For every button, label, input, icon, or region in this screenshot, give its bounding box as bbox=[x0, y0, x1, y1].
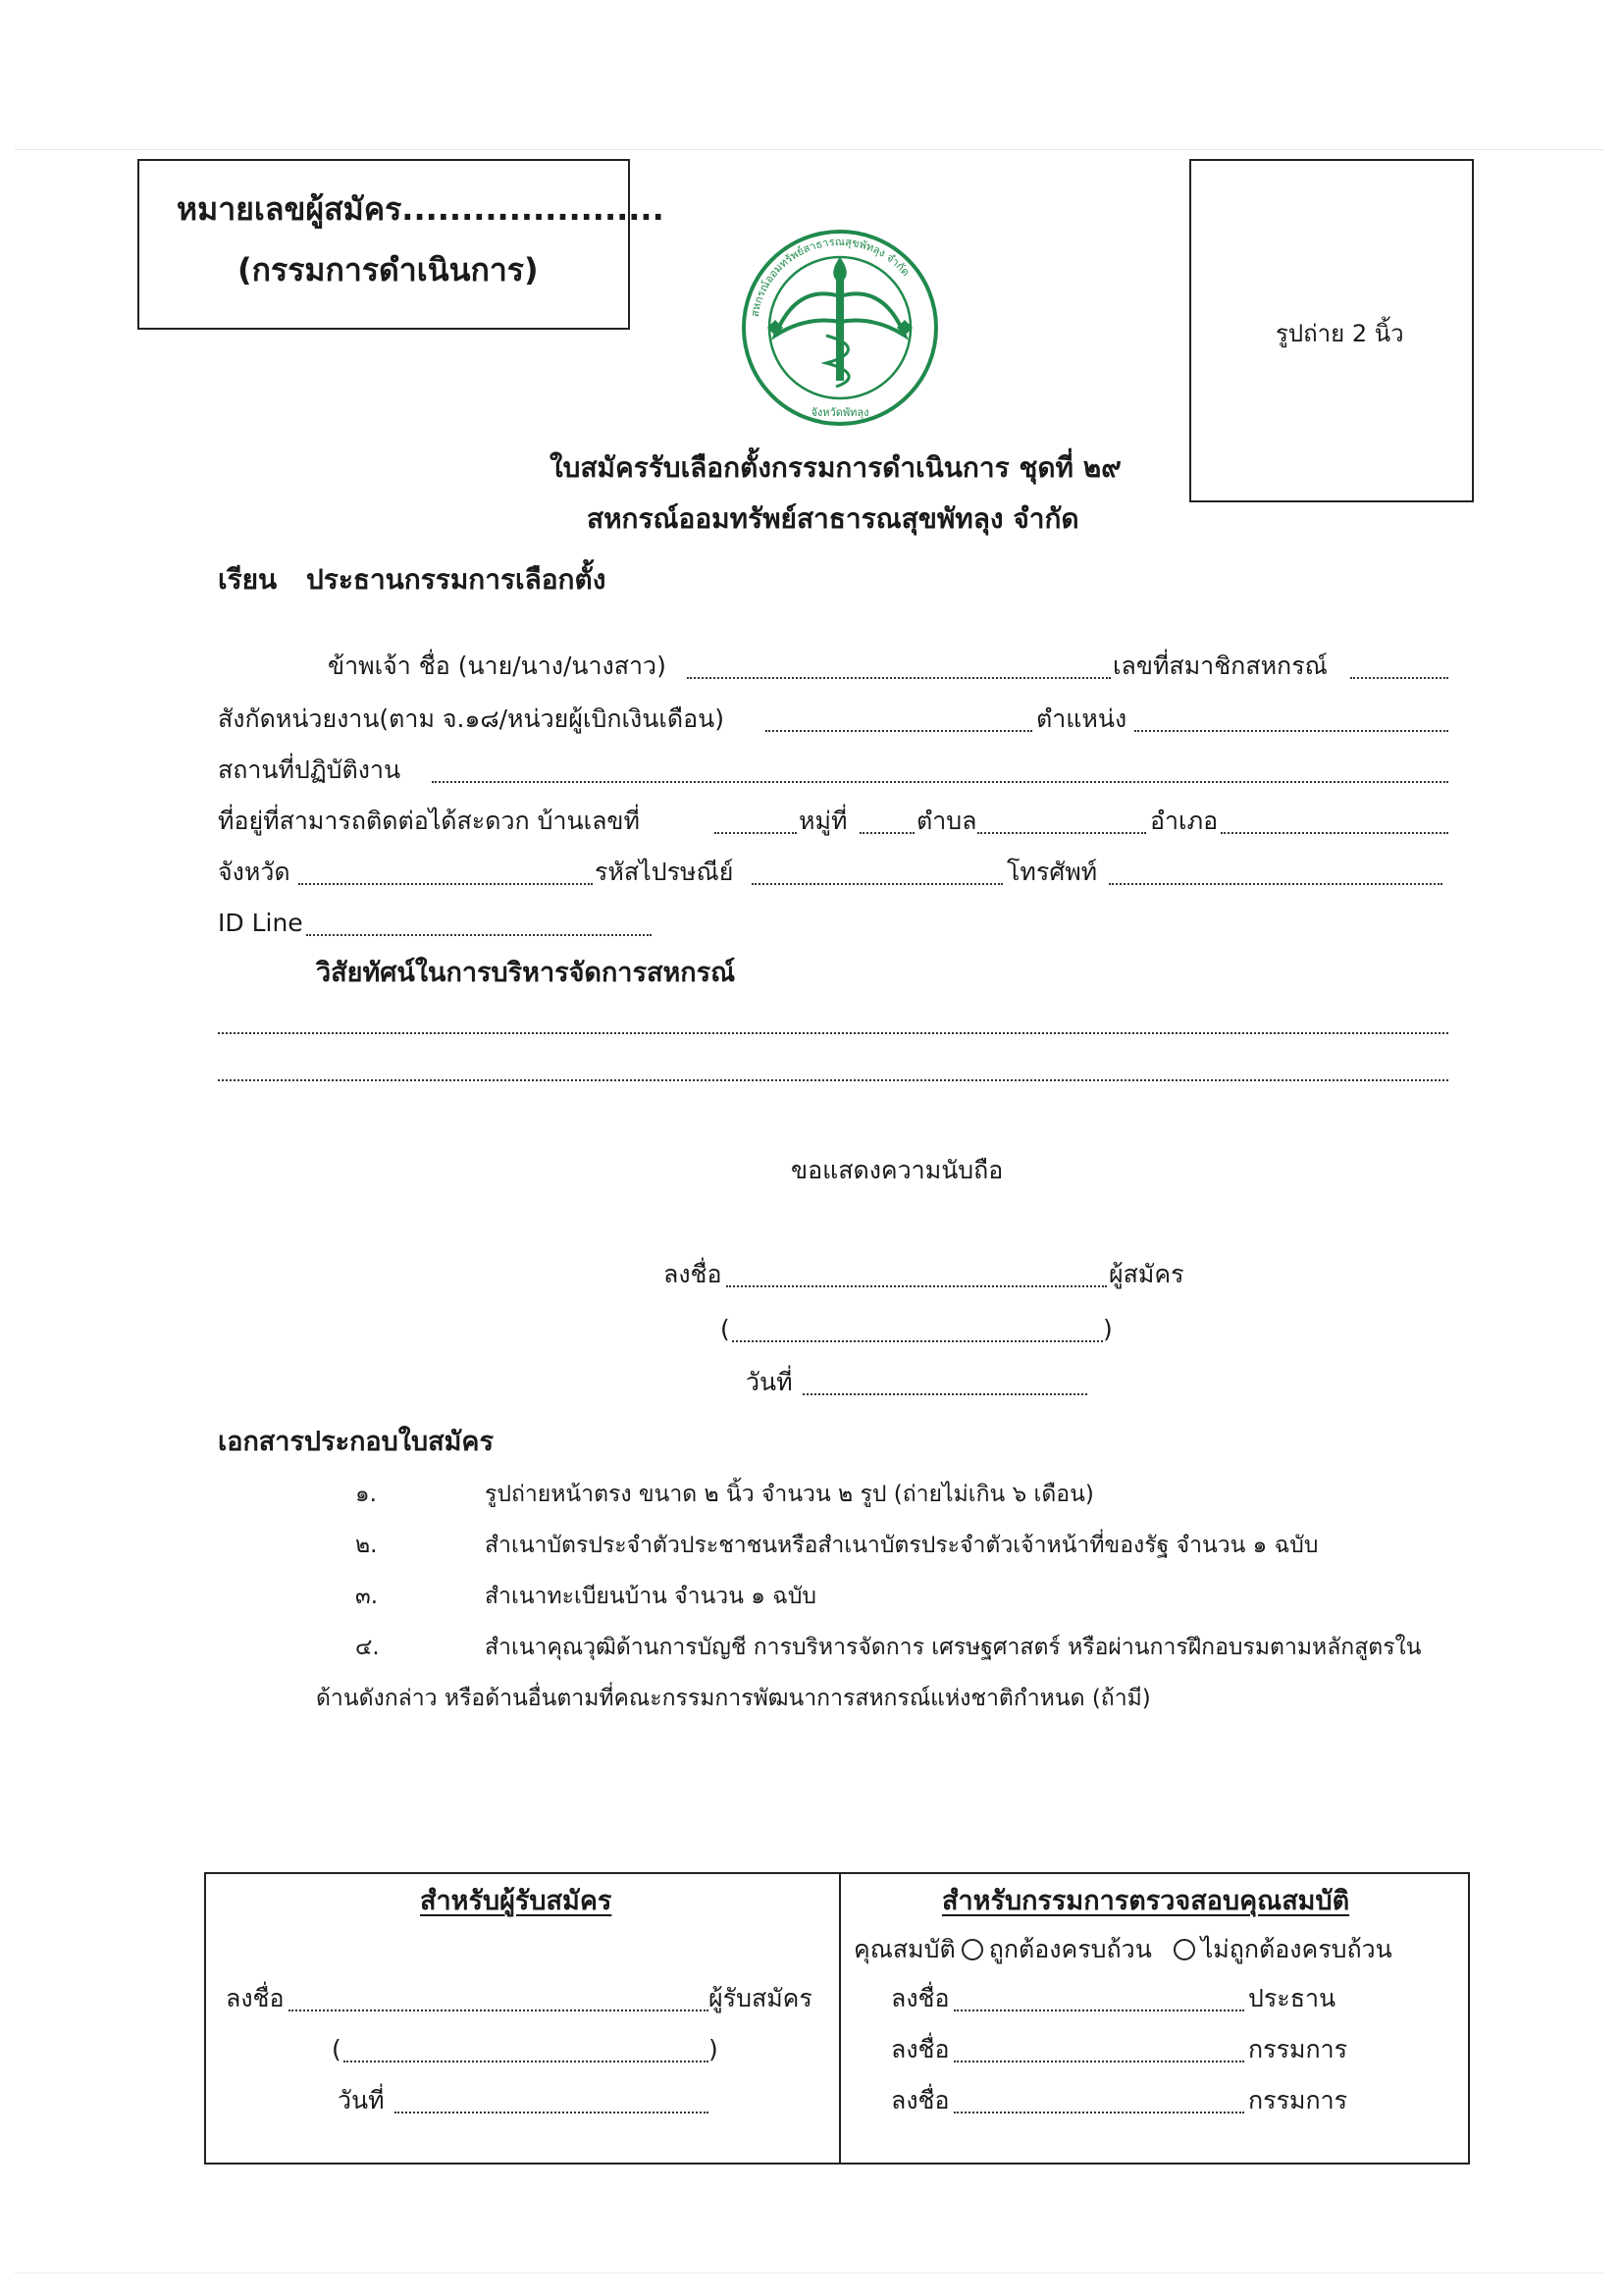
applicant-paren-close: ) bbox=[1103, 1315, 1113, 1343]
documents-heading: เอกสารประกอบใบสมัคร bbox=[218, 1427, 494, 1457]
vision-heading: วิสัยทัศน์ในการบริหารจัดการสหกรณ์ bbox=[316, 958, 736, 988]
logo-bottom-text: จังหวัดพัทลุง bbox=[811, 406, 869, 419]
member1-signature-field[interactable] bbox=[954, 2061, 1244, 2062]
receiver-sign-role: ผู้รับสมัคร bbox=[708, 1984, 812, 2012]
address-label: ที่อยู่ที่สามารถติดต่อได้สะดวก บ้านเลขที่ bbox=[218, 807, 641, 835]
form-title: ใบสมัครรับเลือกตั้งกรรมการดำเนินการ ชุดที่ ๒๙ bbox=[550, 451, 1122, 484]
line-id-label: ID Line bbox=[218, 909, 303, 937]
member2-role: กรรมการ bbox=[1248, 2086, 1348, 2114]
qualification-ok-label: ถูกต้องครบถ้วน bbox=[988, 1935, 1152, 1963]
qualification-ok-radio[interactable] bbox=[962, 1939, 983, 1960]
receiver-signature-field[interactable] bbox=[288, 2009, 708, 2011]
respect-text: ขอแสดงความนับถือ bbox=[791, 1156, 1004, 1184]
receiver-date-label: วันที่ bbox=[338, 2086, 385, 2114]
applicant-sign-role: ผู้สมัคร bbox=[1109, 1260, 1184, 1288]
receiver-heading: สำหรับผู้รับสมัคร bbox=[420, 1886, 612, 1916]
qualification-label: คุณสมบัติ bbox=[854, 1935, 956, 1963]
photo-label: รูปถ่าย 2 นิ้ว bbox=[1276, 320, 1404, 347]
document-4-text: สำเนาคุณวุฒิด้านการบัญชี การบริหารจัดการ เศรษฐศาสตร์ หรือผ่านการฝึกอบรมตามหลักสูตรใน bbox=[485, 1635, 1422, 1660]
member1-role: กรรมการ bbox=[1248, 2035, 1348, 2063]
amphoe-label: อำเภอ bbox=[1150, 807, 1219, 835]
scan-edge-line-bottom bbox=[15, 2272, 1604, 2273]
position-field[interactable] bbox=[1134, 730, 1448, 732]
logo-seal-icon bbox=[728, 228, 952, 428]
chair-signature-field[interactable] bbox=[954, 2009, 1244, 2011]
logo-arc-text: สหกรณ์ออมทรัพย์สาธารณสุขพัทลุง จำกัด bbox=[748, 235, 913, 318]
qualification-heading: สำหรับกรรมการตรวจสอบคุณสมบัติ bbox=[942, 1886, 1350, 1916]
tambon-field[interactable] bbox=[977, 832, 1146, 834]
moo-label: หมู่ที่ bbox=[799, 807, 848, 835]
table-divider bbox=[839, 1874, 841, 2165]
chair-role: ประธาน bbox=[1248, 1984, 1336, 2012]
document-1-text: รูปถ่ายหน้าตรง ขนาด ๒ นิ้ว จำนวน ๒ รูป (ถ่ายไม่เกิน ๖ เดือน) bbox=[485, 1482, 1094, 1507]
office-use-table bbox=[204, 1872, 1470, 2165]
name-field[interactable] bbox=[687, 677, 1111, 679]
applicant-paren-open: ( bbox=[720, 1315, 730, 1343]
unit-field[interactable] bbox=[765, 730, 1032, 732]
province-label: จังหวัด bbox=[218, 858, 290, 886]
vision-line-1[interactable] bbox=[218, 1032, 1448, 1034]
applicant-printed-name-field[interactable] bbox=[732, 1340, 1103, 1342]
member2-signature-field[interactable] bbox=[954, 2112, 1244, 2113]
phone-label: โทรศัพท์ bbox=[1007, 858, 1098, 886]
document-1-number: ๑. bbox=[355, 1482, 377, 1507]
name-label: ข้าพเจ้า ชื่อ (นาย/นาง/นางสาว) bbox=[328, 652, 666, 680]
document-4-continuation: ด้านดังกล่าว หรือด้านอื่นตามที่คณะกรรมการพัฒนาการสหกรณ์แห่งชาติกำหนด (ถ้ามี) bbox=[316, 1686, 1151, 1711]
receiver-printed-name-field[interactable] bbox=[343, 2061, 708, 2062]
receiver-sign-label: ลงชื่อ bbox=[226, 1984, 285, 2012]
receiver-date-field[interactable] bbox=[394, 2112, 708, 2113]
photo-box bbox=[1189, 159, 1474, 502]
applicant-number-box bbox=[137, 159, 664, 330]
applicant-date-label: วันที่ bbox=[746, 1368, 793, 1396]
amphoe-field[interactable] bbox=[1221, 832, 1448, 834]
qualification-not-ok-radio[interactable] bbox=[1174, 1939, 1195, 1960]
house-number-field[interactable] bbox=[714, 832, 797, 834]
qualification-row bbox=[854, 1935, 1392, 1964]
applicant-number-field[interactable]: ...................... bbox=[401, 190, 664, 228]
tambon-label: ตำบล bbox=[916, 807, 977, 835]
receiver-paren-open: ( bbox=[332, 2035, 341, 2063]
committee-type-label: (กรรมการดำเนินการ) bbox=[237, 251, 539, 288]
member1-sign-label: ลงชื่อ bbox=[891, 2035, 950, 2063]
applicant-sign-label: ลงชื่อ bbox=[663, 1260, 722, 1288]
member2-sign-label: ลงชื่อ bbox=[891, 2086, 950, 2114]
phone-field[interactable] bbox=[1109, 883, 1442, 885]
chair-sign-label: ลงชื่อ bbox=[891, 1984, 950, 2012]
salutation-recipient: ประธานกรรมการเลือกตั้ง bbox=[306, 563, 606, 596]
salutation-label: เรียน bbox=[218, 563, 278, 596]
document-4-number: ๔. bbox=[355, 1635, 380, 1660]
workplace-field[interactable] bbox=[432, 781, 1448, 783]
member-number-label: เลขที่สมาชิกสหกรณ์ bbox=[1113, 652, 1328, 680]
province-field[interactable] bbox=[298, 883, 593, 885]
qualification-not-ok-label: ไม่ถูกต้องครบถ้วน bbox=[1200, 1935, 1392, 1963]
cooperative-logo bbox=[728, 228, 952, 428]
line-id-field[interactable] bbox=[306, 934, 652, 936]
applicant-signature-field[interactable] bbox=[726, 1285, 1107, 1287]
document-2-number: ๒. bbox=[355, 1533, 378, 1558]
workplace-label: สถานที่ปฏิบัติงาน bbox=[218, 756, 401, 784]
postcode-field[interactable] bbox=[752, 883, 1003, 885]
cooperative-name: สหกรณ์ออมทรัพย์สาธารณสุขพัทลุง จำกัด bbox=[587, 502, 1079, 535]
document-3-number: ๓. bbox=[355, 1584, 379, 1609]
document-2-text: สำเนาบัตรประจำตัวประชาชนหรือสำเนาบัตรประจำตัวเจ้าหน้าที่ของรัฐ จำนวน ๑ ฉบับ bbox=[485, 1533, 1319, 1558]
applicant-number-label: หมายเลขผู้สมัคร bbox=[177, 190, 402, 228]
member-number-field[interactable] bbox=[1350, 677, 1448, 679]
applicant-date-field[interactable] bbox=[803, 1393, 1087, 1395]
vision-line-2[interactable] bbox=[218, 1079, 1448, 1081]
postcode-label: รหัสไปรษณีย์ bbox=[595, 858, 734, 886]
document-3-text: สำเนาทะเบียนบ้าน จำนวน ๑ ฉบับ bbox=[485, 1584, 817, 1609]
position-label: ตำแหน่ง bbox=[1036, 704, 1127, 733]
moo-field[interactable] bbox=[860, 832, 915, 834]
scan-edge-line bbox=[15, 149, 1604, 150]
receiver-paren-close: ) bbox=[708, 2035, 718, 2063]
unit-label: สังกัดหน่วยงาน(ตาม จ.๑๘/หน่วยผู้เบิกเงินเดือน) bbox=[218, 704, 724, 733]
